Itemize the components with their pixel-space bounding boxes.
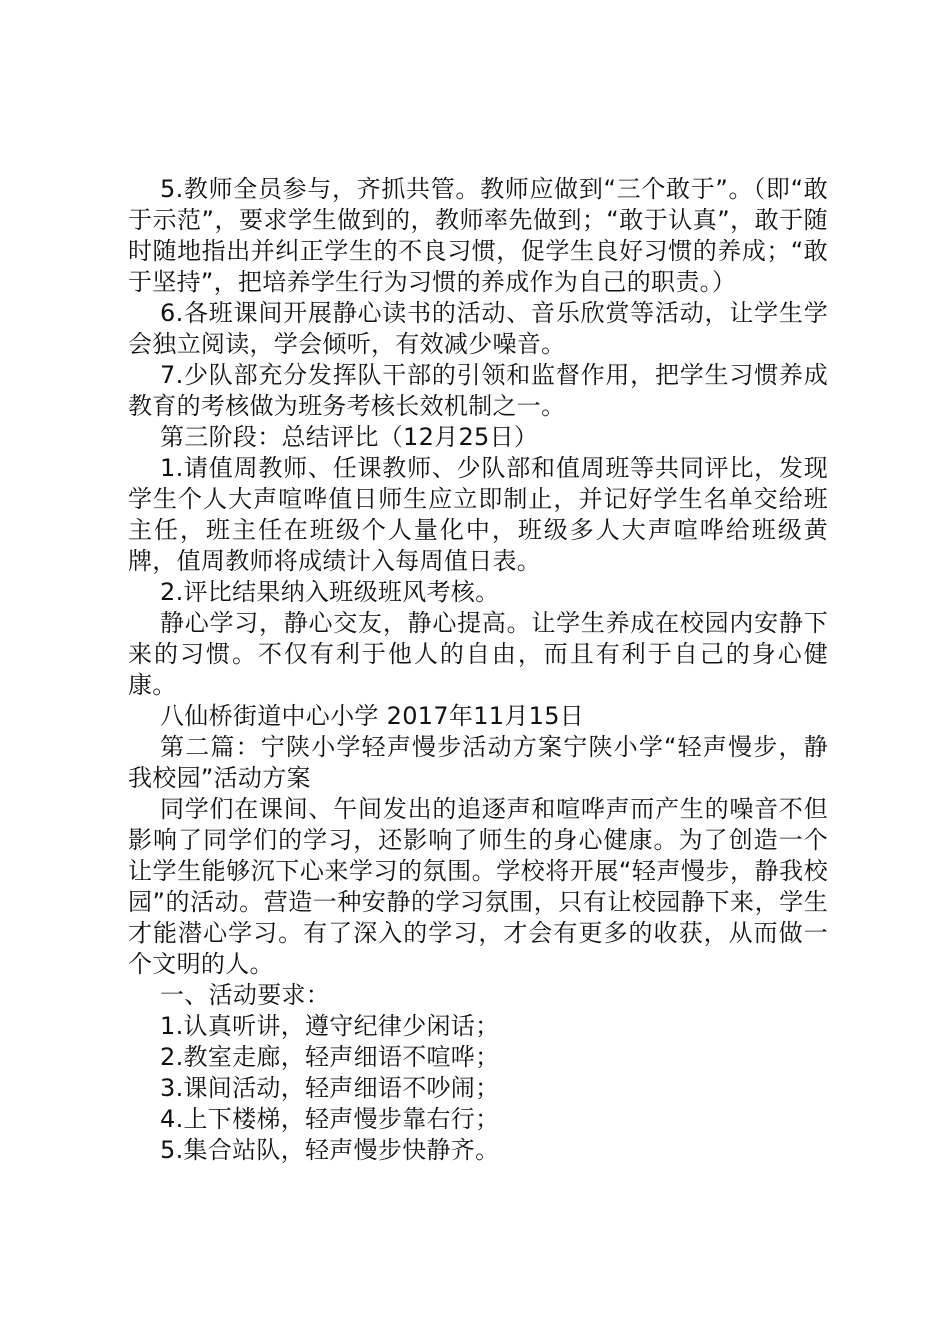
paragraph-joint-evaluation: 1.请值周教师、任课教师、少队部和值周班等共同评比，发现学生个人大声喧哗值日师生应立即制止，并记好学生名单交给班主任，班主任在班级个人量化中，班级多人大声喧哗给班级黄牌，值周教师将成绩计入每周值日表。 bbox=[128, 454, 828, 575]
document-body bbox=[128, 174, 828, 1166]
paragraph-quiet-reading: 6.各班课间开展静心读书的活动、音乐欣赏等活动，让学生学会独立阅读，学会倾听，有效减少噪音。 bbox=[128, 299, 828, 358]
list-item-requirement: 1.认真听讲，遵守纪律少闲话； bbox=[160, 1012, 500, 1040]
list-item-requirement: 5.集合站队，轻声慢步快静齐。 bbox=[160, 1136, 500, 1164]
signature-school-date: 八仙桥街道中心小学 2017年11月15日 bbox=[160, 702, 585, 730]
list-item-requirement: 4.上下楼梯，轻声慢步靠右行； bbox=[160, 1105, 500, 1133]
paragraph-evaluation-results: 2.评比结果纳入班级班风考核。 bbox=[160, 578, 500, 606]
paragraph-pioneer-supervision: 7.少队部充分发挥队干部的引领和监督作用，把学生习惯养成教育的考核做为班务考核长效机制之一。 bbox=[128, 361, 828, 420]
paragraph-teacher-participation: 5.教师全员参与，齐抓共管。教师应做到“三个敢于”。（即“敢于示范”，要求学生做到的，教师率先做到；“敢于认真”，敢于随时随地指出并纠正学生的不良习惯，促学生良好习惯的养成；“敢于坚持”，把培养学生行为习惯的养成作为自己的职责。） bbox=[128, 175, 828, 296]
paragraph-quiet-study: 静心学习，静心交友，静心提高。让学生养成在校园内安静下来的习惯。不仅有利于他人的自由，而且有利于自己的身心健康。 bbox=[128, 609, 828, 699]
heading-activity-requirements: 一、活动要求： bbox=[160, 981, 331, 1009]
list-item-requirement: 3.课间活动，轻声细语不吵闹； bbox=[160, 1074, 500, 1102]
heading-stage-three: 第三阶段：总结评比（12月25日） bbox=[160, 423, 539, 451]
list-item-requirement: 2.教室走廊，轻声细语不喧哗； bbox=[160, 1043, 500, 1071]
paragraph-introduction: 同学们在课间、午间发出的追逐声和喧哗声而产生的噪音不但影响了同学们的学习，还影响了师生的身心健康。为了创造一个让学生能够沉下心来学习的氛围。学校将开展“轻声慢步，静我校园”的活动。营造一种安静的学习氛围，只有让校园静下来，学生才能潜心学习。有了深入的学习，才会有更多的收获，从而做一个文明的人。 bbox=[128, 795, 828, 978]
heading-second-article: 第二篇：宁陕小学轻声慢步活动方案宁陕小学“轻声慢步，静我校园”活动方案 bbox=[128, 733, 828, 792]
